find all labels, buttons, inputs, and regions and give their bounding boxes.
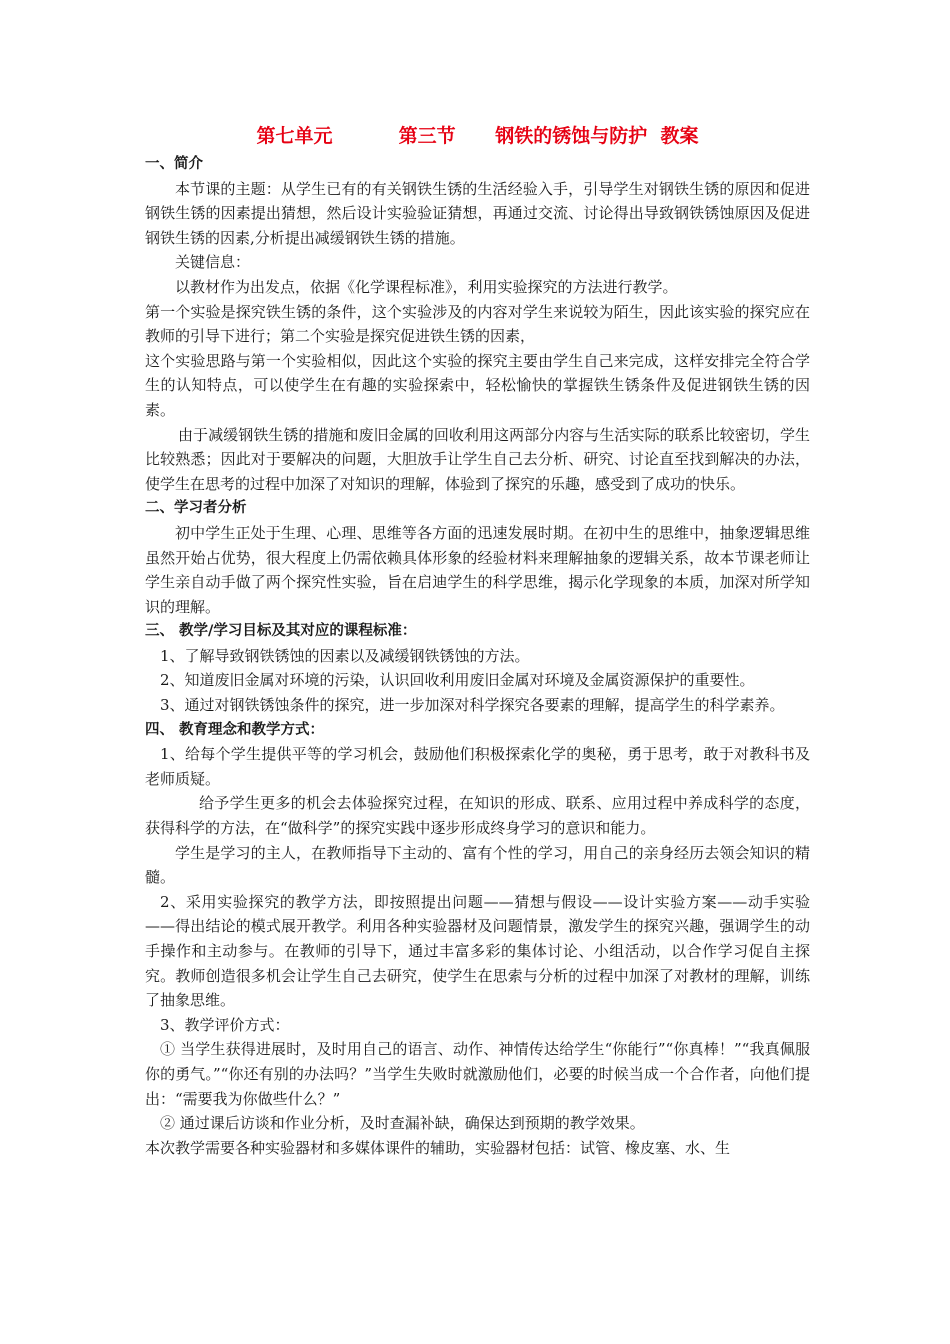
list-item: 3、通过对钢铁锈蚀条件的探究，进一步加深对科学探究各要素的理解，提高学生的科学素养。 <box>160 696 785 715</box>
list-item: 1、了解导致钢铁锈蚀的因素以及减缓钢铁锈蚀的方法。 <box>160 646 530 665</box>
paragraph: ② 通过课后访谈和作业分析，及时查漏补缺，确保达到预期的教学效果。 <box>160 1114 645 1133</box>
list-item: 2、知道废旧金属对环境的污染，认识回收利用废旧金属对环境及金属资源保护的重要性。 <box>160 671 755 690</box>
section-heading-philosophy: 四、 教育理念和教学方式： <box>145 721 325 738</box>
paragraph: 第一个实验是探究铁生锈的条件，这个实验涉及的内容对学生来说较为陌生，因此该实验的探究应在教师的引导下进行；第二个实验是探究促进铁生锈的因素， <box>145 302 810 346</box>
section-heading-learners: 二、学习者分析 <box>145 500 247 517</box>
section-heading-intro: 一、简介 <box>145 156 203 172</box>
paragraph: 由于减缓钢铁生锈的措施和废旧金属的回收利用这两部分内容与生活实际的联系比较密切，学生比较熟悉；因此对于要解决的问题，大胆放手让学生自己去分析、研究、讨论直至找到解决的办法，使学生在思考的过程中加深了对知识的理解，体验到了探究的乐趣，感受到了成功的快乐。 <box>145 425 810 493</box>
paragraph: 这个实验思路与第一个实验相似，因此这个实验的探究主要由学生自己来完成，这样安排完全符合学生的认知特点，可以使学生在有趣的实验探索中，轻松愉快的掌握铁生锈条件及促进钢铁生锈的因素。 <box>145 351 810 419</box>
paragraph: 关键信息： <box>175 253 251 272</box>
paragraph: 给予学生更多的机会去体验探究过程，在知识的形成、联系、应用过程中养成科学的态度，获得科学的方法，在“做科学”的探究实践中逐步形成终身学习的意识和能力。 <box>145 794 810 838</box>
paragraph: 1、给每个学生提供平等的学习机会，鼓励他们积极探索化学的奥秘，勇于思考，敢于对教科书及老师质疑。 <box>145 745 810 788</box>
paragraph: ① 当学生获得进展时，及时用自己的语言、动作、神情传达给学生“你能行”“你真棒！”“我真佩服你的勇气。”“你还有别的办法吗？”当学生失败时就激励他们，必要的时候当成一个合作者，向他们提出：“需要我为你做些什么？” <box>145 1040 810 1108</box>
paragraph: 3、教学评价方式： <box>160 1015 290 1034</box>
document-page <box>145 122 810 1160</box>
section-heading-objectives: 三、 教学/学习目标及其对应的课程标准： <box>145 623 417 640</box>
document-title: 第七单元 第三节 钢铁的锈蚀与防护 教案 <box>256 125 699 147</box>
paragraph: 2、采用实验探究的教学方法，即按照提出问题——猜想与假设——设计实验方案——动手实验——得出结论的模式展开教学。利用各种实验器材及问题情景，激发学生的探究兴趣，强调学生的动手操作和主动参与。在教师的引导下，通过丰富多彩的集体讨论、小组活动，以合作学习促自主探究。教师创造很多机会让学生自己去研究，使学生在思索与分析的过程中加深了对教材的理解，训练了抽象思维。 <box>145 892 810 1010</box>
paragraph: 学生是学习的主人，在教师指导下主动的、富有个性的学习，用自己的亲身经历去领会知识的精髓。 <box>145 843 810 887</box>
paragraph: 初中学生正处于生理、心理、思维等各方面的迅速发展时期。在初中生的思维中，抽象逻辑思维虽然开始占优势，很大程度上仍需依赖具体形象的经验材料来理解抽象的逻辑关系，故本节课老师让学生亲自动手做了两个探究性实验，旨在启迪学生的科学思维，揭示化学现象的本质，加深对所学知识的理解。 <box>145 523 810 616</box>
paragraph: 本次教学需要各种实验器材和多媒体课件的辅助，实验器材包括：试管、橡皮塞、水、生 <box>145 1138 731 1157</box>
paragraph: 本节课的主题：从学生已有的有关钢铁生锈的生活经验入手，引导学生对钢铁生锈的原因和促进钢铁生锈的因素提出猜想，然后设计实验验证猜想，再通过交流、讨论得出导致钢铁锈蚀原因及促进钢铁生锈的因素,分析提出减缓钢铁生锈的措施。 <box>145 179 810 247</box>
paragraph: 以教材作为出发点，依据《化学课程标准》，利用实验探究的方法进行教学。 <box>175 277 678 296</box>
